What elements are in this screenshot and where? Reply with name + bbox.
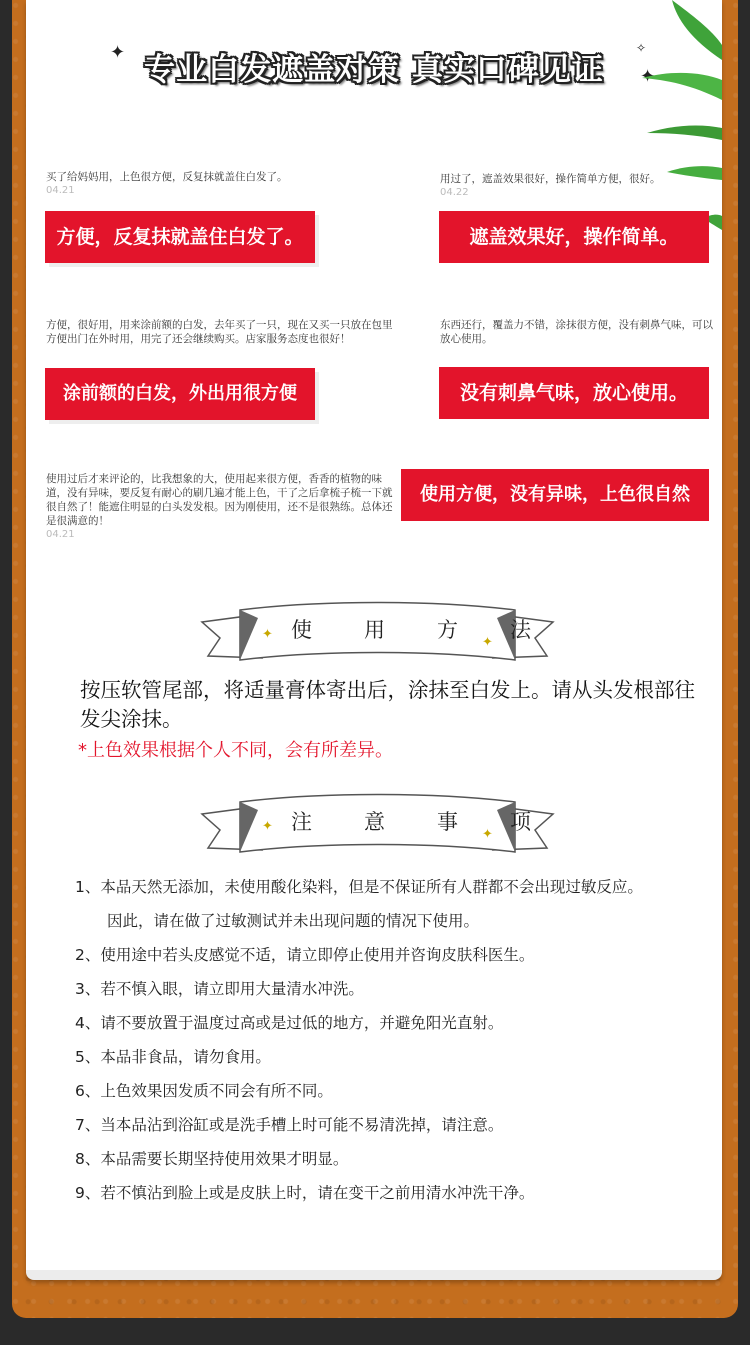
review-3 [46, 318, 396, 346]
review-tag: 方便，反复抹就盖住白发了。 [45, 211, 315, 263]
banner-char: 用 [364, 618, 385, 642]
banner-char: 使 [291, 618, 312, 642]
review-tag: 涂前额的白发，外出用很方便 [45, 368, 315, 420]
notice-item: 因此，请在做了过敏测试并未出现问题的情况下使用。 [107, 912, 480, 930]
review-date: 04.21 [46, 185, 75, 196]
review-date: 04.22 [440, 187, 469, 198]
svg-text:✦: ✦ [262, 627, 273, 642]
banner-char: 方 [437, 618, 458, 642]
svg-text:✦: ✦ [262, 819, 273, 834]
notice-item: 2、使用途中若头皮感觉不适，请立即停止使用并咨询皮肤科医生。 [75, 946, 535, 964]
svg-text:✦: ✦ [482, 635, 493, 650]
review-2 [440, 172, 710, 200]
notice-item: 7、当本品沾到浴缸或是洗手槽上时可能不易清洗掉，请注意。 [75, 1116, 504, 1134]
review-tag: 遮盖效果好，操作简单。 [439, 211, 709, 263]
review-1 [46, 170, 346, 198]
banner-char: 事 [437, 810, 458, 834]
review-tag: 使用方便，没有异味，上色很自然 [401, 469, 709, 521]
page-title: 专业白发遮盖对策 真实口碑见证 [144, 52, 604, 88]
notice-item: 6、上色效果因发质不同会有所不同。 [75, 1082, 333, 1100]
notice-list [75, 873, 715, 1213]
banner-char: 法 [510, 618, 531, 642]
notice-banner-text [291, 806, 531, 836]
notice-item: 4、请不要放置于温度过高或是过低的地方，并避免阳光直射。 [75, 1014, 504, 1032]
notice-item: 9、若不慎沾到脸上或是皮肤上时，请在变干之前用清水冲洗干净。 [75, 1184, 535, 1202]
bamboo-leaves-icon [632, 0, 722, 240]
review-4 [440, 318, 716, 346]
sparkle-icon: ✦ [640, 66, 656, 87]
review-text: 东西还行，覆盖力不错，涂抹很方便，没有刺鼻气味，可以放心使用。 [440, 319, 713, 345]
banner-char: 意 [364, 810, 385, 834]
sparkle-icon: ✦ [110, 42, 126, 63]
notice-item: 8、本品需要长期坚持使用效果才明显。 [75, 1150, 349, 1168]
banner-char: 注 [291, 810, 312, 834]
review-text: 方便，很好用，用来涂前额的白发，去年买了一只，现在又买一只放在包里方便出门在外时用，用完了还会继续购买。店家服务态度也很好！ [46, 319, 393, 345]
svg-text:✦: ✦ [482, 827, 493, 842]
notice-item: 3、若不慎入眼，请立即用大量清水冲洗。 [75, 980, 364, 998]
usage-banner-text [291, 614, 531, 644]
usage-text: 按压软管尾部，将适量膏体寄出后，涂抹至白发上。请从头发根部往发尖涂抹。 [80, 678, 695, 731]
banner-char: 项 [510, 810, 531, 834]
notice-item: 1、本品天然无添加，未使用酸化染料，但是不保证所有人群都不会出现过敏反应。 [75, 878, 643, 896]
review-5 [46, 472, 396, 542]
review-text: 使用过后才来评论的，比我想象的大，使用起来很方便，香香的植物的味道，没有异味，要反复有耐心的刷几遍才能上色，干了之后拿梳子梳一下就很自然了！能遮住明显的白头发发根。因为刚使用，还不是很熟练。总体还是很满意的！ [46, 473, 393, 527]
notice-item: 5、本品非食品，请勿食用。 [75, 1048, 271, 1066]
content-card [26, 0, 722, 1280]
review-text: 用过了，遮盖效果很好，操作简单方便，很好。 [440, 173, 661, 185]
review-date: 04.21 [46, 529, 75, 540]
sparkle-icon: ✧ [636, 41, 647, 55]
review-text: 买了给妈妈用，上色很方便，反复抹就盖住白发了。 [46, 171, 288, 183]
review-tag: 没有刺鼻气味，放心使用。 [439, 367, 709, 419]
usage-note: *上色效果根据个人不同，会有所差异。 [78, 740, 393, 761]
